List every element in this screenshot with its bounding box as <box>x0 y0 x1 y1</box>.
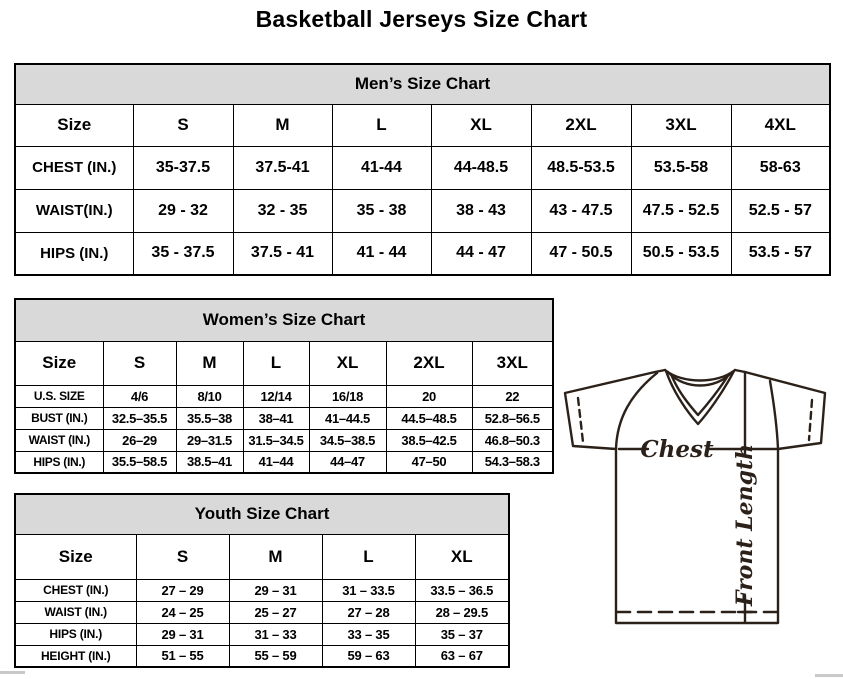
cuff-dashed-line-right-icon <box>809 400 812 440</box>
cell: 34.5–38.5 <box>309 429 386 451</box>
table-row <box>15 385 553 407</box>
table-caption-row <box>15 299 553 341</box>
column-header: L <box>332 104 431 146</box>
row-label: HIPS (IN.) <box>15 623 136 645</box>
table-row <box>15 601 509 623</box>
table-row <box>15 146 830 189</box>
cell: 27 – 29 <box>136 579 229 601</box>
bottom-left-edge-fragment <box>0 671 25 674</box>
cell: 28 – 29.5 <box>415 601 509 623</box>
cell: 44 - 47 <box>431 232 531 275</box>
youth-size-table <box>14 493 510 668</box>
table-row <box>15 232 830 275</box>
table-row <box>15 429 553 451</box>
cell: 29 - 32 <box>133 189 233 232</box>
column-header: Size <box>15 534 136 579</box>
cell: 44-48.5 <box>431 146 531 189</box>
jersey-outline-icon <box>565 370 825 623</box>
cell: 59 – 63 <box>322 645 415 667</box>
table-row <box>15 579 509 601</box>
cell: 38.5–42.5 <box>386 429 472 451</box>
cell: 32 - 35 <box>233 189 332 232</box>
cell: 31.5–34.5 <box>243 429 309 451</box>
chest-label: Chest <box>640 436 714 463</box>
table-header-row <box>15 534 509 579</box>
table-row <box>15 189 830 232</box>
cell: 20 <box>386 385 472 407</box>
cell: 41–44 <box>243 451 309 473</box>
cell: 41 - 44 <box>332 232 431 275</box>
row-label: CHEST (IN.) <box>15 146 133 189</box>
cell: 27 – 28 <box>322 601 415 623</box>
row-label: HEIGHT (IN.) <box>15 645 136 667</box>
bottom-right-edge-fragment <box>815 674 843 677</box>
cell: 52.5 - 57 <box>731 189 830 232</box>
cell: 29 – 31 <box>136 623 229 645</box>
column-header: XL <box>309 341 386 385</box>
cell: 12/14 <box>243 385 309 407</box>
table-caption: Women’s Size Chart <box>15 299 553 341</box>
column-header: M <box>233 104 332 146</box>
table-row <box>15 645 509 667</box>
cell: 32.5–35.5 <box>103 407 176 429</box>
row-label: WAIST (IN.) <box>15 429 103 451</box>
armhole-seam-right-icon <box>770 381 778 449</box>
row-label: BUST (IN.) <box>15 407 103 429</box>
page-title: Basketball Jerseys Size Chart <box>255 6 588 32</box>
column-header: 3XL <box>472 341 553 385</box>
cell: 8/10 <box>176 385 243 407</box>
cell: 38.5–41 <box>176 451 243 473</box>
mens-size-table <box>14 63 831 276</box>
cell: 35 - 37.5 <box>133 232 233 275</box>
cell: 25 – 27 <box>229 601 322 623</box>
table-header-row <box>15 341 553 385</box>
cell: 46.8–50.3 <box>472 429 553 451</box>
cell: 44.5–48.5 <box>386 407 472 429</box>
table-caption: Men’s Size Chart <box>15 64 830 104</box>
table-header-row <box>15 104 830 146</box>
cell: 35-37.5 <box>133 146 233 189</box>
cell: 63 – 67 <box>415 645 509 667</box>
cell: 38 - 43 <box>431 189 531 232</box>
cell: 43 - 47.5 <box>531 189 631 232</box>
column-header: 3XL <box>631 104 731 146</box>
cell: 41–44.5 <box>309 407 386 429</box>
cell: 54.3–58.3 <box>472 451 553 473</box>
table-row <box>15 451 553 473</box>
column-header: S <box>136 534 229 579</box>
cell: 37.5-41 <box>233 146 332 189</box>
cell: 35.5–38 <box>176 407 243 429</box>
cell: 31 – 33.5 <box>322 579 415 601</box>
column-header: M <box>229 534 322 579</box>
column-header: 2XL <box>386 341 472 385</box>
cell: 53.5 - 57 <box>731 232 830 275</box>
row-label: WAIST(IN.) <box>15 189 133 232</box>
cell: 29 – 31 <box>229 579 322 601</box>
column-header: XL <box>415 534 509 579</box>
front-length-label: Front Length <box>732 443 758 607</box>
cell: 4/6 <box>103 385 176 407</box>
cell: 33 – 35 <box>322 623 415 645</box>
row-label: U.S. SIZE <box>15 385 103 407</box>
cell: 53.5-58 <box>631 146 731 189</box>
row-label: HIPS (IN.) <box>15 451 103 473</box>
table-caption-row <box>15 494 509 534</box>
cell: 16/18 <box>309 385 386 407</box>
cell: 35 – 37 <box>415 623 509 645</box>
row-label: WAIST (IN.) <box>15 601 136 623</box>
cell: 22 <box>472 385 553 407</box>
womens-size-table <box>14 298 554 474</box>
cell: 47 - 50.5 <box>531 232 631 275</box>
cuff-dashed-line-left-icon <box>578 398 583 442</box>
table-row <box>15 623 509 645</box>
row-label: HIPS (IN.) <box>15 232 133 275</box>
cell: 48.5-53.5 <box>531 146 631 189</box>
column-header: Size <box>15 341 103 385</box>
column-header: L <box>243 341 309 385</box>
cell: 50.5 - 53.5 <box>631 232 731 275</box>
column-header: L <box>322 534 415 579</box>
cell: 52.8–56.5 <box>472 407 553 429</box>
cell: 38–41 <box>243 407 309 429</box>
cell: 29–31.5 <box>176 429 243 451</box>
column-header: S <box>133 104 233 146</box>
table-caption: Youth Size Chart <box>15 494 509 534</box>
table-row <box>15 407 553 429</box>
cell: 55 – 59 <box>229 645 322 667</box>
column-header: Size <box>15 104 133 146</box>
cell: 33.5 – 36.5 <box>415 579 509 601</box>
cell: 35 - 38 <box>332 189 431 232</box>
cell: 35.5–58.5 <box>103 451 176 473</box>
table-caption-row <box>15 64 830 104</box>
column-header: 4XL <box>731 104 830 146</box>
jersey-measurement-diagram <box>557 362 839 662</box>
row-label: CHEST (IN.) <box>15 579 136 601</box>
cell: 31 – 33 <box>229 623 322 645</box>
column-header: 2XL <box>531 104 631 146</box>
cell: 51 – 55 <box>136 645 229 667</box>
cell: 47–50 <box>386 451 472 473</box>
cell: 24 – 25 <box>136 601 229 623</box>
cell: 47.5 - 52.5 <box>631 189 731 232</box>
cell: 44–47 <box>309 451 386 473</box>
cell: 37.5 - 41 <box>233 232 332 275</box>
cell: 41-44 <box>332 146 431 189</box>
column-header: M <box>176 341 243 385</box>
column-header: XL <box>431 104 531 146</box>
cell: 26–29 <box>103 429 176 451</box>
column-header: S <box>103 341 176 385</box>
cell: 58-63 <box>731 146 830 189</box>
